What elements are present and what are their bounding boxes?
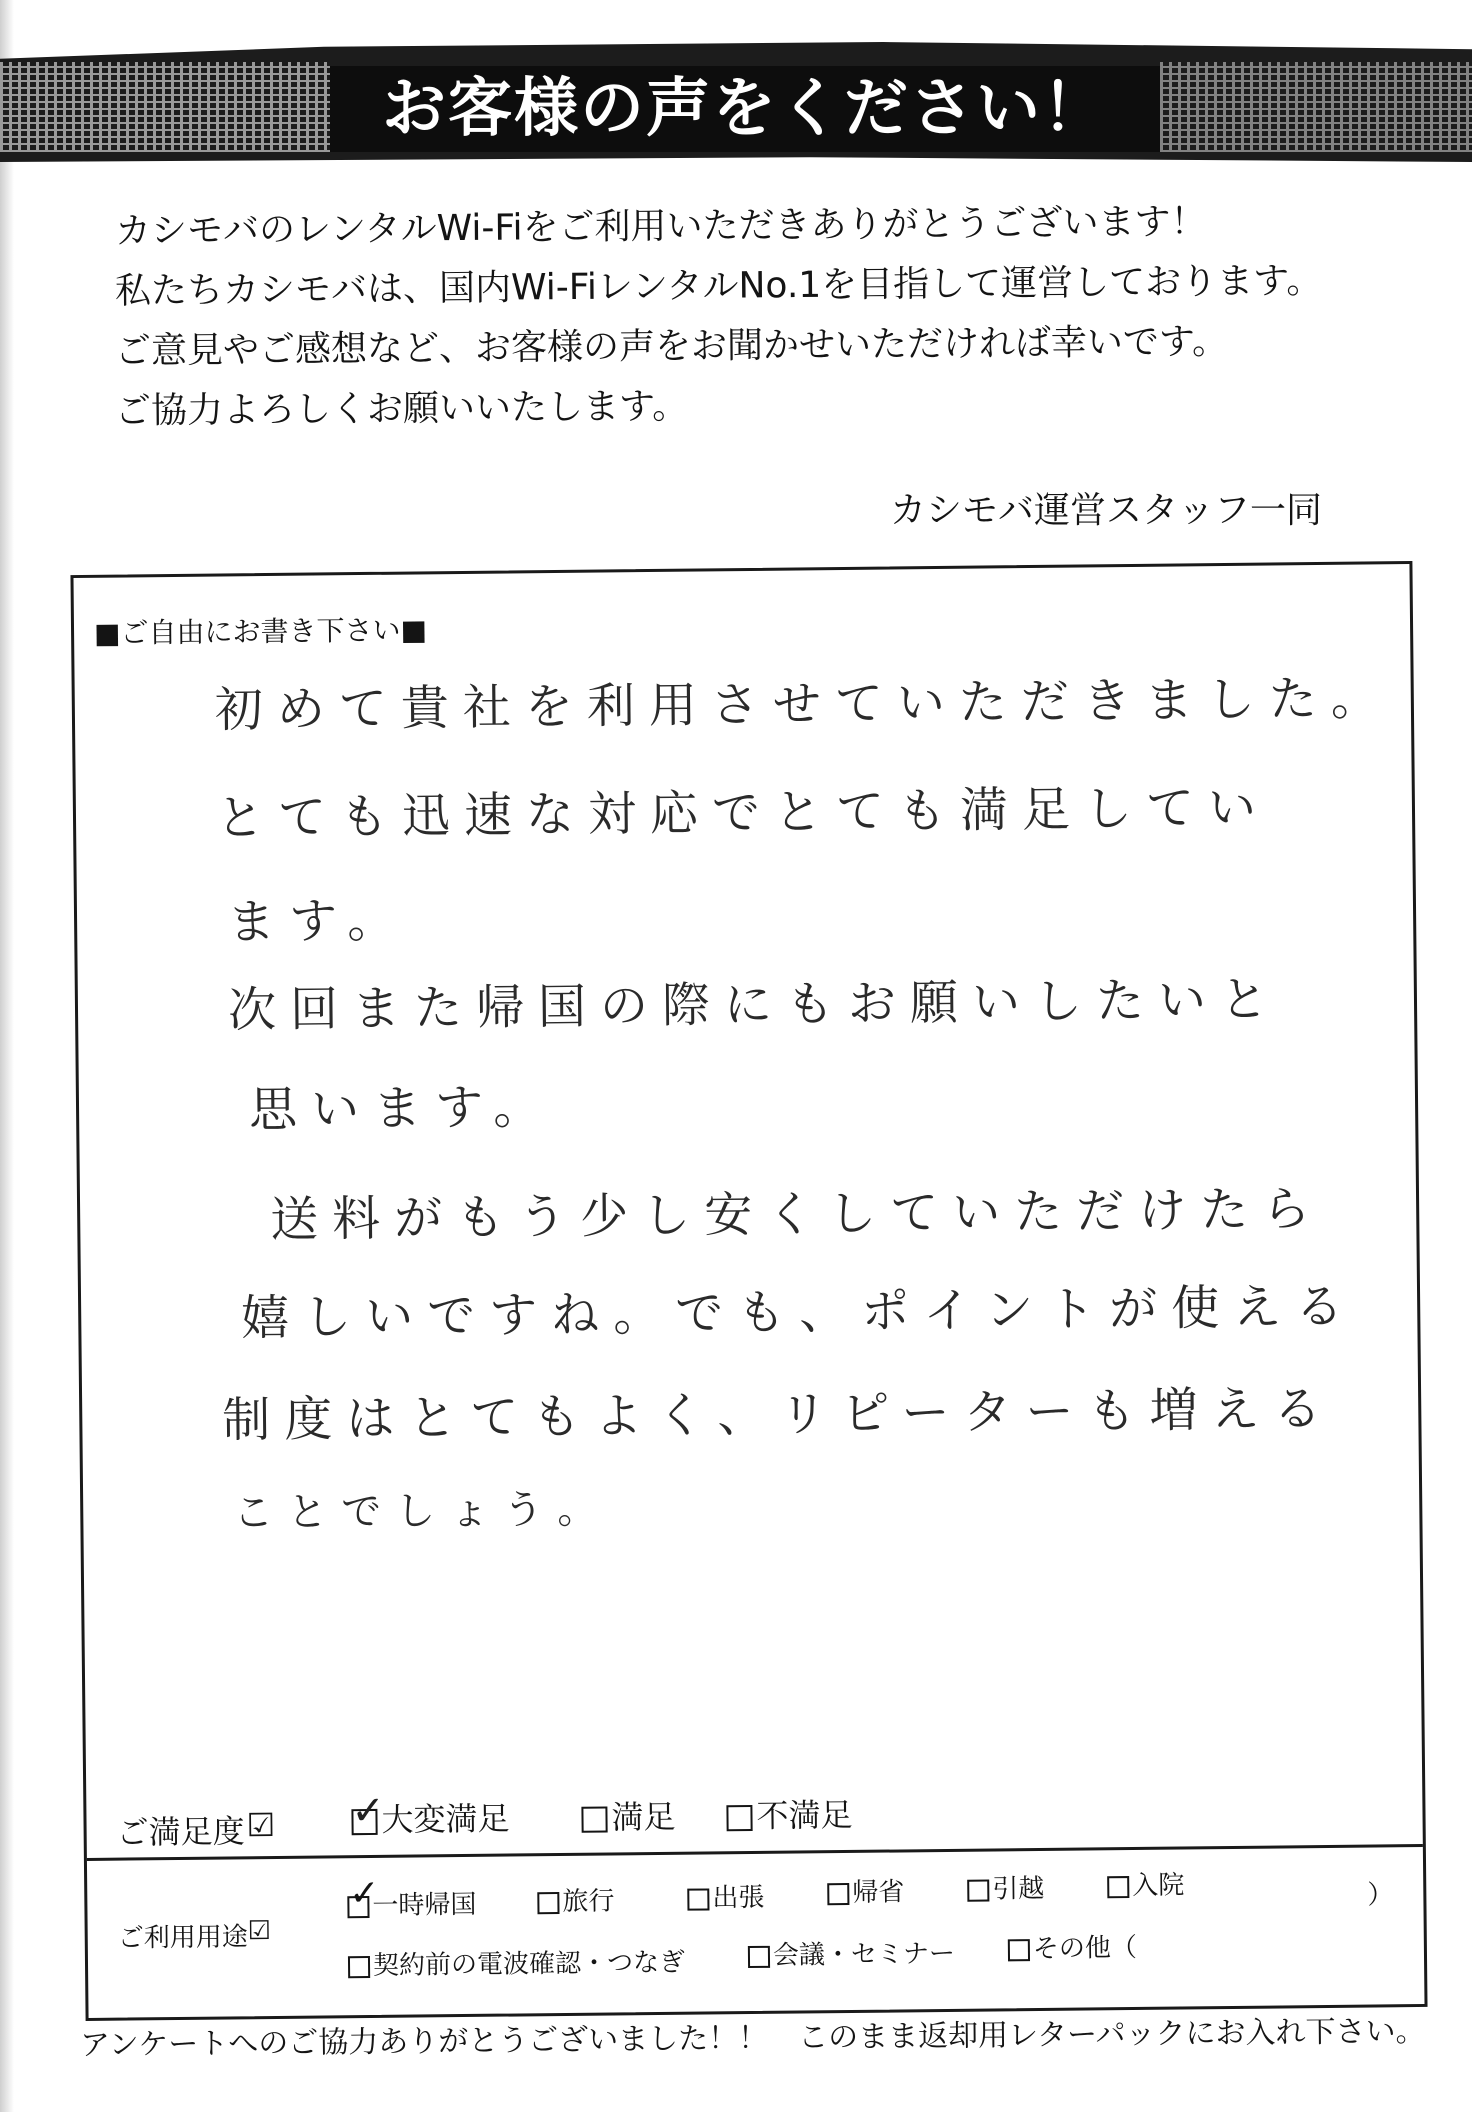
option-label: 一時帰国 xyxy=(372,1889,477,1921)
usage-option-conference[interactable] xyxy=(748,1933,955,1972)
handwritten-line: 思います。 xyxy=(248,1079,556,1139)
page-title: お客様の声をください！ xyxy=(330,66,1160,152)
checkbox[interactable] xyxy=(348,1956,370,1978)
usage-option-temporary-return[interactable] xyxy=(347,1872,477,1922)
handwritten-line: 次回また帰国の際にもお願いしたいと xyxy=(227,971,1283,1039)
handwritten-comment xyxy=(214,659,1394,1537)
checkbox[interactable] xyxy=(1107,1876,1129,1898)
option-label: その他（ xyxy=(1032,1932,1138,1965)
option-label: 引越 xyxy=(992,1873,1045,1905)
checkbox-legend-icon: ☑ xyxy=(247,1916,272,1947)
option-label: 旅行 xyxy=(562,1886,615,1917)
option-label: 満足 xyxy=(611,1797,676,1837)
other-paren-close: ） xyxy=(1367,1880,1394,1911)
header-texture-left xyxy=(0,62,330,152)
checkbox[interactable] xyxy=(347,1872,380,1918)
usage-option-hospital[interactable] xyxy=(1107,1864,1184,1902)
intro-line: カシモバのレンタルWi-Fiをご利用いただきありがとうございます！ xyxy=(114,201,1207,252)
handwritten-line: 嬉しいですね。でも、ポイントが使える xyxy=(240,1278,1358,1347)
feedback-form xyxy=(70,561,1427,2021)
check-mark-icon: ✓ xyxy=(351,1787,386,1835)
free-comment-label: ■ご自由にお書き下さい■ xyxy=(93,613,428,650)
usage-option-homecoming[interactable] xyxy=(827,1871,904,1909)
checkbox[interactable] xyxy=(687,1888,709,1910)
checkbox[interactable] xyxy=(967,1879,989,1901)
page-edge-shadow xyxy=(0,0,14,2112)
handwritten-line: 送料がもう少し安くしていただけたら xyxy=(269,1180,1325,1249)
intro-line: ご意見やご感想など、お客様の声をお聞かせいただければ幸いです。 xyxy=(114,321,1229,372)
checkbox[interactable] xyxy=(726,1805,752,1831)
intro-line: 私たちカシモバは、国内Wi-FiレンタルNo.1を目指して運営しております。 xyxy=(114,260,1323,312)
handwritten-line: とても迅速な対応でとても満足してい xyxy=(215,779,1271,847)
usage-option-moving[interactable] xyxy=(967,1868,1044,1906)
handwritten-line: ことでしょう。 xyxy=(233,1486,612,1537)
option-label: 出張 xyxy=(712,1882,765,1914)
usage-option-business-trip[interactable] xyxy=(687,1877,764,1915)
option-label: 契約前の電波確認・つなぎ xyxy=(372,1947,686,1981)
satisfaction-option-satisfied[interactable] xyxy=(581,1792,675,1839)
header-texture-right xyxy=(1160,62,1472,152)
checkbox-legend-icon: ☑ xyxy=(246,1805,276,1845)
check-mark-icon: ✓ xyxy=(349,1872,380,1914)
usage-option-signal-check[interactable] xyxy=(348,1942,685,1983)
option-label: 入院 xyxy=(1132,1870,1185,1902)
checkbox[interactable] xyxy=(581,1807,607,1833)
option-label: 帰省 xyxy=(852,1877,905,1908)
checkbox[interactable] xyxy=(827,1882,849,1904)
checkbox[interactable] xyxy=(537,1892,559,1914)
checkbox[interactable] xyxy=(748,1945,770,1967)
satisfaction-section xyxy=(106,1764,1407,1858)
checkbox[interactable] xyxy=(1008,1939,1030,1961)
option-label: 会議・セミナー xyxy=(772,1938,956,1971)
satisfaction-option-very-satisfied[interactable] xyxy=(351,1787,510,1842)
intro-text xyxy=(115,202,1395,442)
handwritten-line: ます。 xyxy=(226,892,410,951)
checkbox[interactable] xyxy=(351,1787,386,1835)
staff-signature: カシモバ運営スタッフ一同 xyxy=(890,490,1323,531)
satisfaction-label: ご満足度 xyxy=(116,1812,245,1852)
usage-option-travel[interactable] xyxy=(537,1880,614,1918)
usage-section xyxy=(107,1854,1408,2018)
usage-option-other[interactable] xyxy=(1008,1927,1137,1965)
intro-line: ご協力よろしくお願いいたします。 xyxy=(114,385,689,432)
footer-note: アンケートへのご協力ありがとうございました！！ このまま返却用レターパックにお入れ下さい。 xyxy=(79,2013,1426,2063)
handwritten-line: 制度はとてもよく、リピーターも増える xyxy=(222,1380,1336,1449)
usage-label: ご利用用途 xyxy=(117,1922,248,1954)
option-label: 大変満足 xyxy=(381,1799,510,1839)
option-label: 不満足 xyxy=(756,1795,853,1835)
handwritten-line: 初めて貴社を利用させていただきました。 xyxy=(214,670,1394,739)
satisfaction-option-dissatisfied[interactable] xyxy=(726,1790,852,1837)
